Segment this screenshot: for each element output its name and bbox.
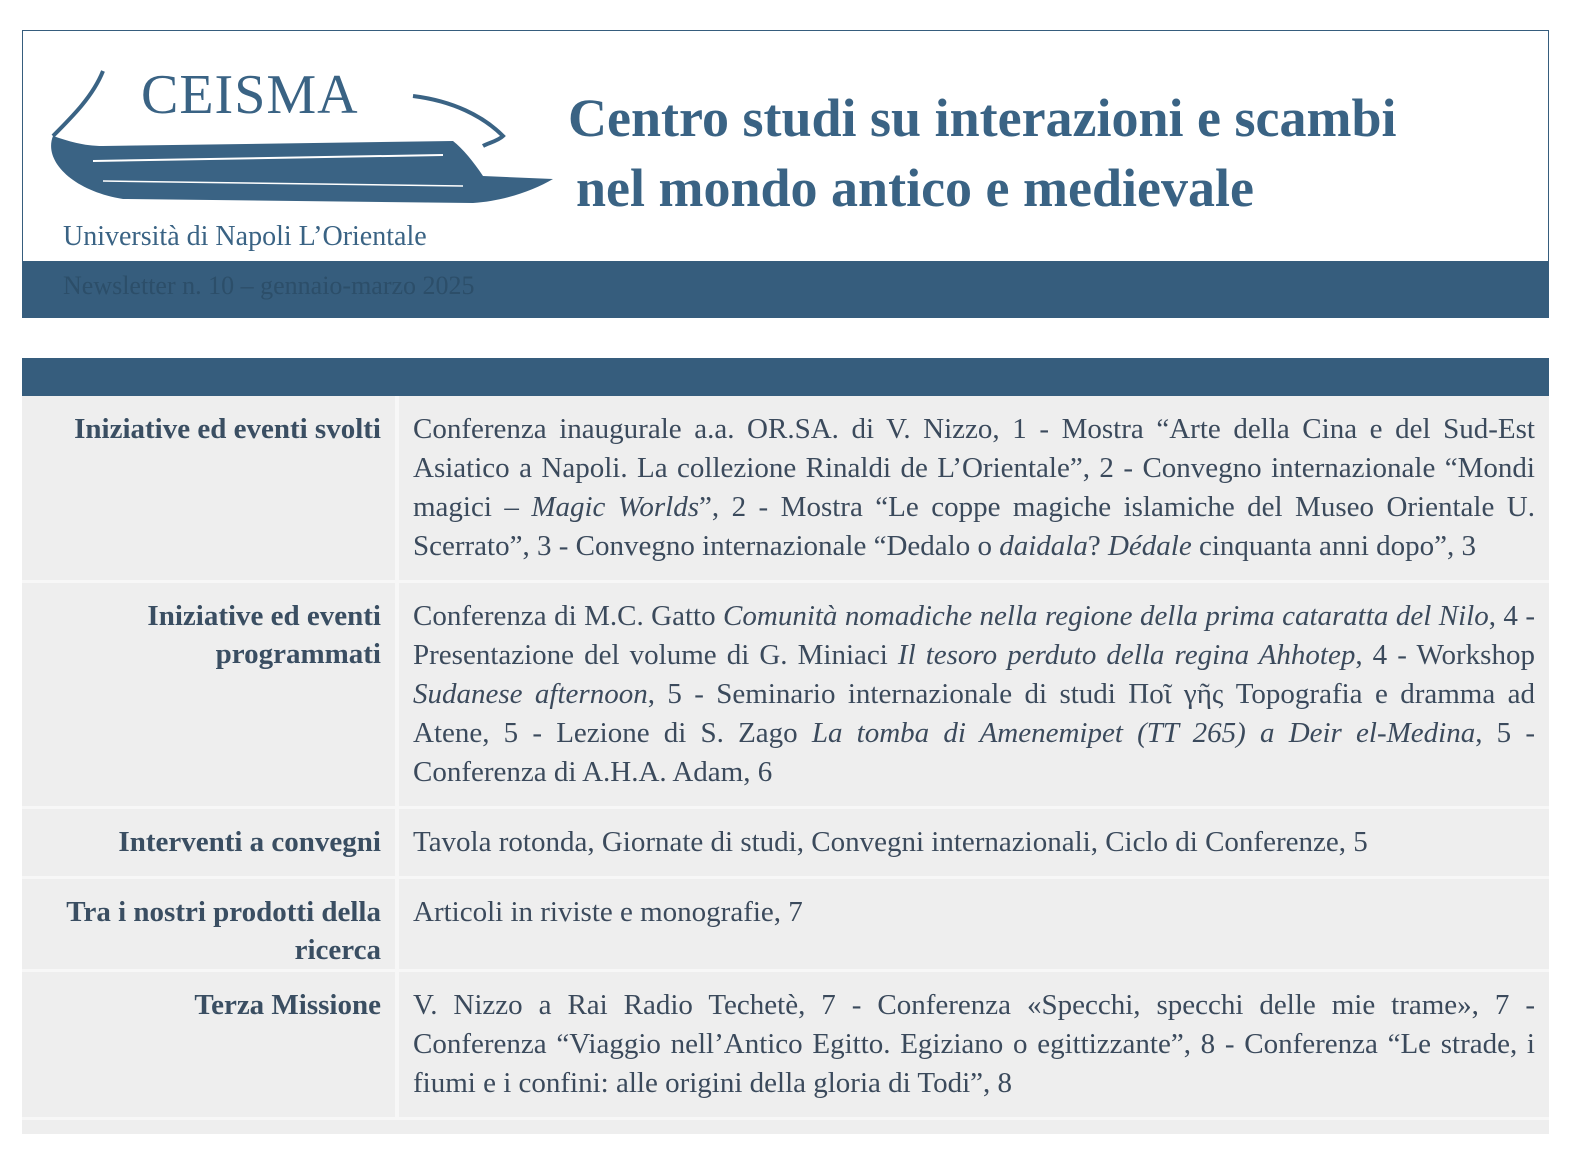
toc-entry-title: Comunità nomadiche nella regione della prima cataratta del Nilo xyxy=(723,600,1489,632)
toc-entries xyxy=(395,583,1549,806)
toc-entry-title: Dédale xyxy=(1107,530,1192,562)
newsletter-band xyxy=(23,261,1548,317)
toc-category: Terza Missione xyxy=(194,989,381,1021)
toc-entry-text: , 4 - Presentazione del volume di G. Miniaci xyxy=(413,600,1535,671)
toc-entry-text: Conferenza inaugurale a.a. OR.SA. di V. Nizzo, 1 - Mostra “Arte della Cina e del Sud-Est Asiatico a Napoli. La collezione Rinaldi de L’Orientale”, 2 - Convegno internazionale “Mondi magici – xyxy=(413,413,1535,523)
toc-entry-title: Magic Worlds xyxy=(531,491,700,523)
toc-entries xyxy=(395,809,1549,876)
toc-row xyxy=(22,396,1549,583)
toc-category: Iniziative ed eventi programmati xyxy=(147,600,381,670)
title-line-2: nel mondo antico e medievale xyxy=(576,158,1254,218)
toc-header-bar xyxy=(22,358,1549,396)
title-line-1: Centro studi su interazioni e scambi xyxy=(568,88,1397,148)
toc-row xyxy=(22,583,1549,809)
toc-entry-title: La tomba di Amenemipet (TT 265) a Deir el-Medina xyxy=(811,717,1476,749)
toc-category: Iniziative ed eventi svolti xyxy=(74,413,381,445)
toc-category: Tra i nostri prodotti della ricerca xyxy=(66,896,381,966)
toc-entry-text: , 5 - Conferenza di A.H.A. Adam, 6 xyxy=(413,717,1535,788)
page-title xyxy=(568,83,1397,223)
toc-entry-title: Sudanese afternoon xyxy=(413,678,648,710)
toc-row xyxy=(22,809,1549,879)
toc-entries xyxy=(395,972,1549,1117)
toc-entry-text: V. Nizzo a Rai Radio Techetè, 7 - Conferenza «Specchi, specchi delle mie trame», 7 - Conferenza “Viaggio nell’Antico Egitto. Egiziano o egittizzante”, 8 - Conferenza “Le strade, i fiumi e i confini: alle origini della gloria di Todi”, 8 xyxy=(413,989,1535,1099)
ceisma-logo xyxy=(33,41,573,271)
toc-entry-text: , 5 - Seminario internazionale di studi Ποῖ γῆς Topografia e dramma ad Atene, 5 - Lezione di S. Zago xyxy=(413,678,1535,749)
toc-entry-text: ”, 2 - Mostra “Le coppe magiche islamiche del Museo Orientale U. Scerrato”, 3 - Convegno internazionale “Dedalo o xyxy=(413,491,1535,562)
toc-entry-title: daidala xyxy=(999,530,1088,562)
newsletter-issue: Newsletter n. 10 – gennaio-marzo 2025 xyxy=(63,271,475,300)
logo-title: CEISMA xyxy=(141,64,359,126)
toc-entry-text: Conferenza di M.C. Gatto xyxy=(413,600,724,632)
toc-entry-text: , 4 - Workshop xyxy=(1355,639,1535,671)
newsletter-header xyxy=(22,30,1549,318)
table-of-contents xyxy=(22,396,1549,1134)
toc-category: Interventi a convegni xyxy=(118,826,381,858)
toc-entry-text: cinquanta anni dopo”, 3 xyxy=(1191,530,1476,562)
toc-entry-text: Tavola rotonda, Giornate di studi, Convegni internazionali, Ciclo di Conferenze, 5 xyxy=(413,826,1368,858)
toc-entries xyxy=(395,396,1549,580)
toc-entry-title: Il tesoro perduto della regina Ahhotep xyxy=(897,639,1356,671)
toc-entry-text: Articoli in riviste e monografie, 7 xyxy=(413,896,803,928)
toc-row xyxy=(22,972,1549,1120)
toc-entries xyxy=(395,879,1549,969)
toc-row xyxy=(22,879,1549,972)
logo-university: Università di Napoli L’Orientale xyxy=(63,221,427,252)
toc-entry-text: ? xyxy=(1087,530,1108,562)
